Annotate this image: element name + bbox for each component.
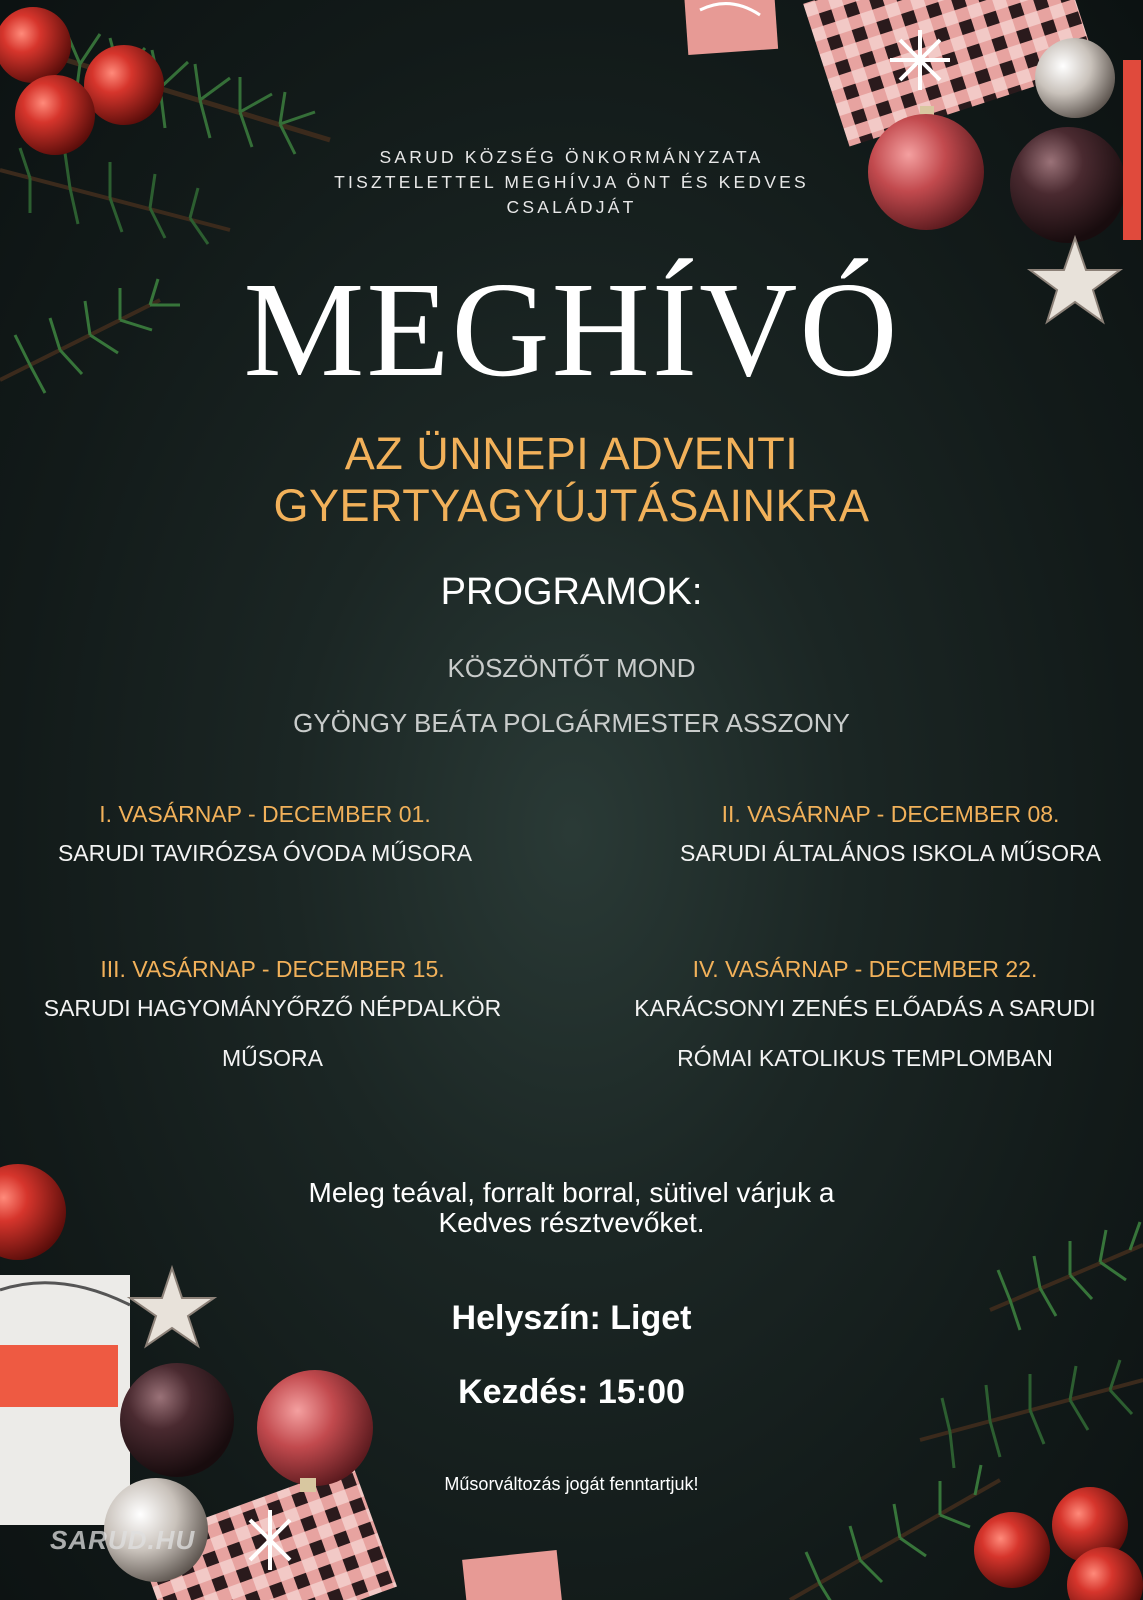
greeting-line-1: KÖSZÖNTŐT MOND bbox=[447, 653, 696, 683]
sunday-date: II. VASÁRNAP - DECEMBER 08. bbox=[721, 801, 1060, 827]
sunday-program-text: SARUDI TAVIRÓZSA ÓVODA MŰSORA bbox=[57, 840, 473, 866]
sunday-program-text: SARUDI HAGYOMÁNYŐRZŐ NÉPDALKÖR bbox=[43, 995, 502, 1021]
invite-line-2: CSALÁDJÁT bbox=[506, 197, 637, 217]
sunday-program-1 bbox=[0, 800, 530, 878]
welcome-line-2: Kedves résztvevőket. bbox=[438, 1207, 705, 1238]
sunday-program-2 bbox=[638, 800, 1143, 878]
sunday-program-3 bbox=[0, 955, 545, 1083]
sunday-program-text: MŰSORA bbox=[222, 1045, 323, 1071]
sunday-program-text: RÓMAI KATOLIKUS TEMPLOMBAN bbox=[677, 1045, 1053, 1071]
christmas-bauble-icon bbox=[974, 1487, 1143, 1600]
invite-line-1: TISZTELETTEL MEGHÍVJA ÖNT ÉS KEDVES bbox=[334, 172, 809, 192]
subtitle-line-2: GYERTYAGYÚJTÁSAINKRA bbox=[273, 480, 870, 531]
sunday-date: IV. VASÁRNAP - DECEMBER 22. bbox=[692, 956, 1038, 982]
invitation-header bbox=[0, 145, 1143, 220]
sunday-program-4 bbox=[595, 955, 1135, 1083]
disclaimer-note: Műsorváltozás jogát fenntartjuk! bbox=[444, 1474, 699, 1494]
gift-box-icon bbox=[684, 0, 1097, 147]
subtitle-line-1: AZ ÜNNEPI ADVENTI bbox=[344, 428, 799, 479]
site-watermark: SARUD.HU bbox=[50, 1525, 196, 1555]
page-title: MEGHÍVÓ bbox=[243, 255, 900, 405]
event-start-time: Kezdés: 15:00 bbox=[458, 1373, 685, 1411]
christmas-bauble-icon bbox=[0, 7, 164, 155]
sunday-program-text: SARUDI ÁLTALÁNOS ISKOLA MŰSORA bbox=[680, 840, 1101, 866]
sunday-date: I. VASÁRNAP - DECEMBER 01. bbox=[99, 801, 431, 827]
organizer-name: SARUD KÖZSÉG ÖNKORMÁNYZATA bbox=[379, 147, 764, 167]
sunday-program-text: KARÁCSONYI ZENÉS ELŐADÁS A SARUDI bbox=[634, 995, 1096, 1021]
welcome-message bbox=[0, 1178, 1143, 1238]
event-location: Helyszín: Liget bbox=[451, 1299, 692, 1337]
event-subtitle bbox=[0, 428, 1143, 532]
greeting-line-2: GYÖNGY BEÁTA POLGÁRMESTER ASSZONY bbox=[293, 708, 850, 738]
welcome-line-1: Meleg teával, forralt borral, sütivel várjuk a bbox=[308, 1177, 835, 1208]
program-heading: PROGRAMOK: bbox=[440, 571, 703, 613]
sunday-date: III. VASÁRNAP - DECEMBER 15. bbox=[100, 956, 445, 982]
